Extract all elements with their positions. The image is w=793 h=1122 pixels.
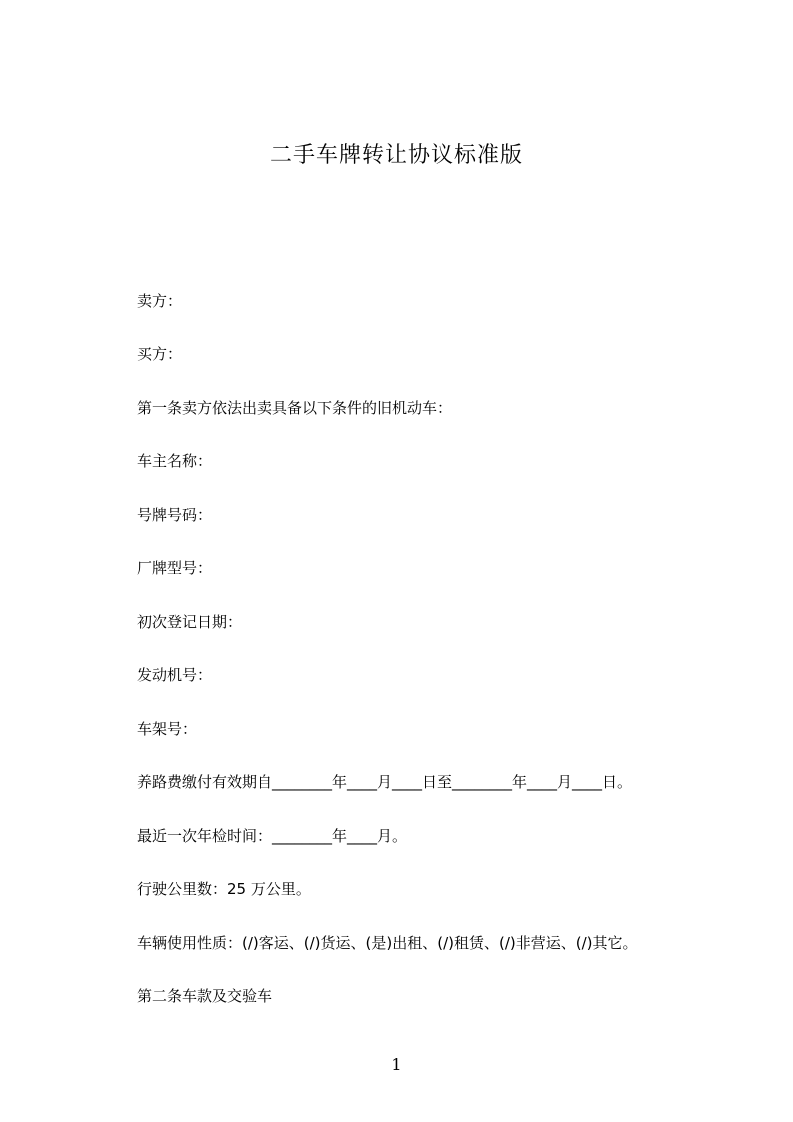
- road-fee-line: 养路费缴付有效期自________年____月____日至________年____月____日。: [137, 773, 633, 791]
- article-2-heading: 第二条车款及交验车: [137, 987, 273, 1005]
- brand-model-line: 厂牌型号：: [137, 559, 213, 577]
- article-1-heading: 第一条卖方依法出卖具备以下条件的旧机动车：: [137, 399, 453, 417]
- page-number: 1: [391, 1055, 402, 1074]
- vehicle-use-line: 车辆使用性质：(/)客运、(/)货运、(是)出租、(/)租赁、(/)非营运、(/)其它。: [137, 934, 638, 952]
- engine-number-line: 发动机号：: [137, 666, 213, 684]
- owner-name-line: 车主名称：: [137, 452, 213, 470]
- plate-number-line: 号牌号码：: [137, 506, 213, 524]
- buyer-line: 买方：: [137, 345, 183, 363]
- annual-inspection-line: 最近一次年检时间：________年____月。: [137, 827, 408, 845]
- document-title: 二手车牌转让协议标准版: [269, 143, 523, 168]
- mileage-line: 行驶公里数：25 万公里。: [137, 880, 311, 898]
- seller-line: 卖方：: [137, 292, 183, 310]
- first-registration-line: 初次登记日期：: [137, 613, 243, 631]
- frame-number-line: 车架号：: [137, 720, 198, 738]
